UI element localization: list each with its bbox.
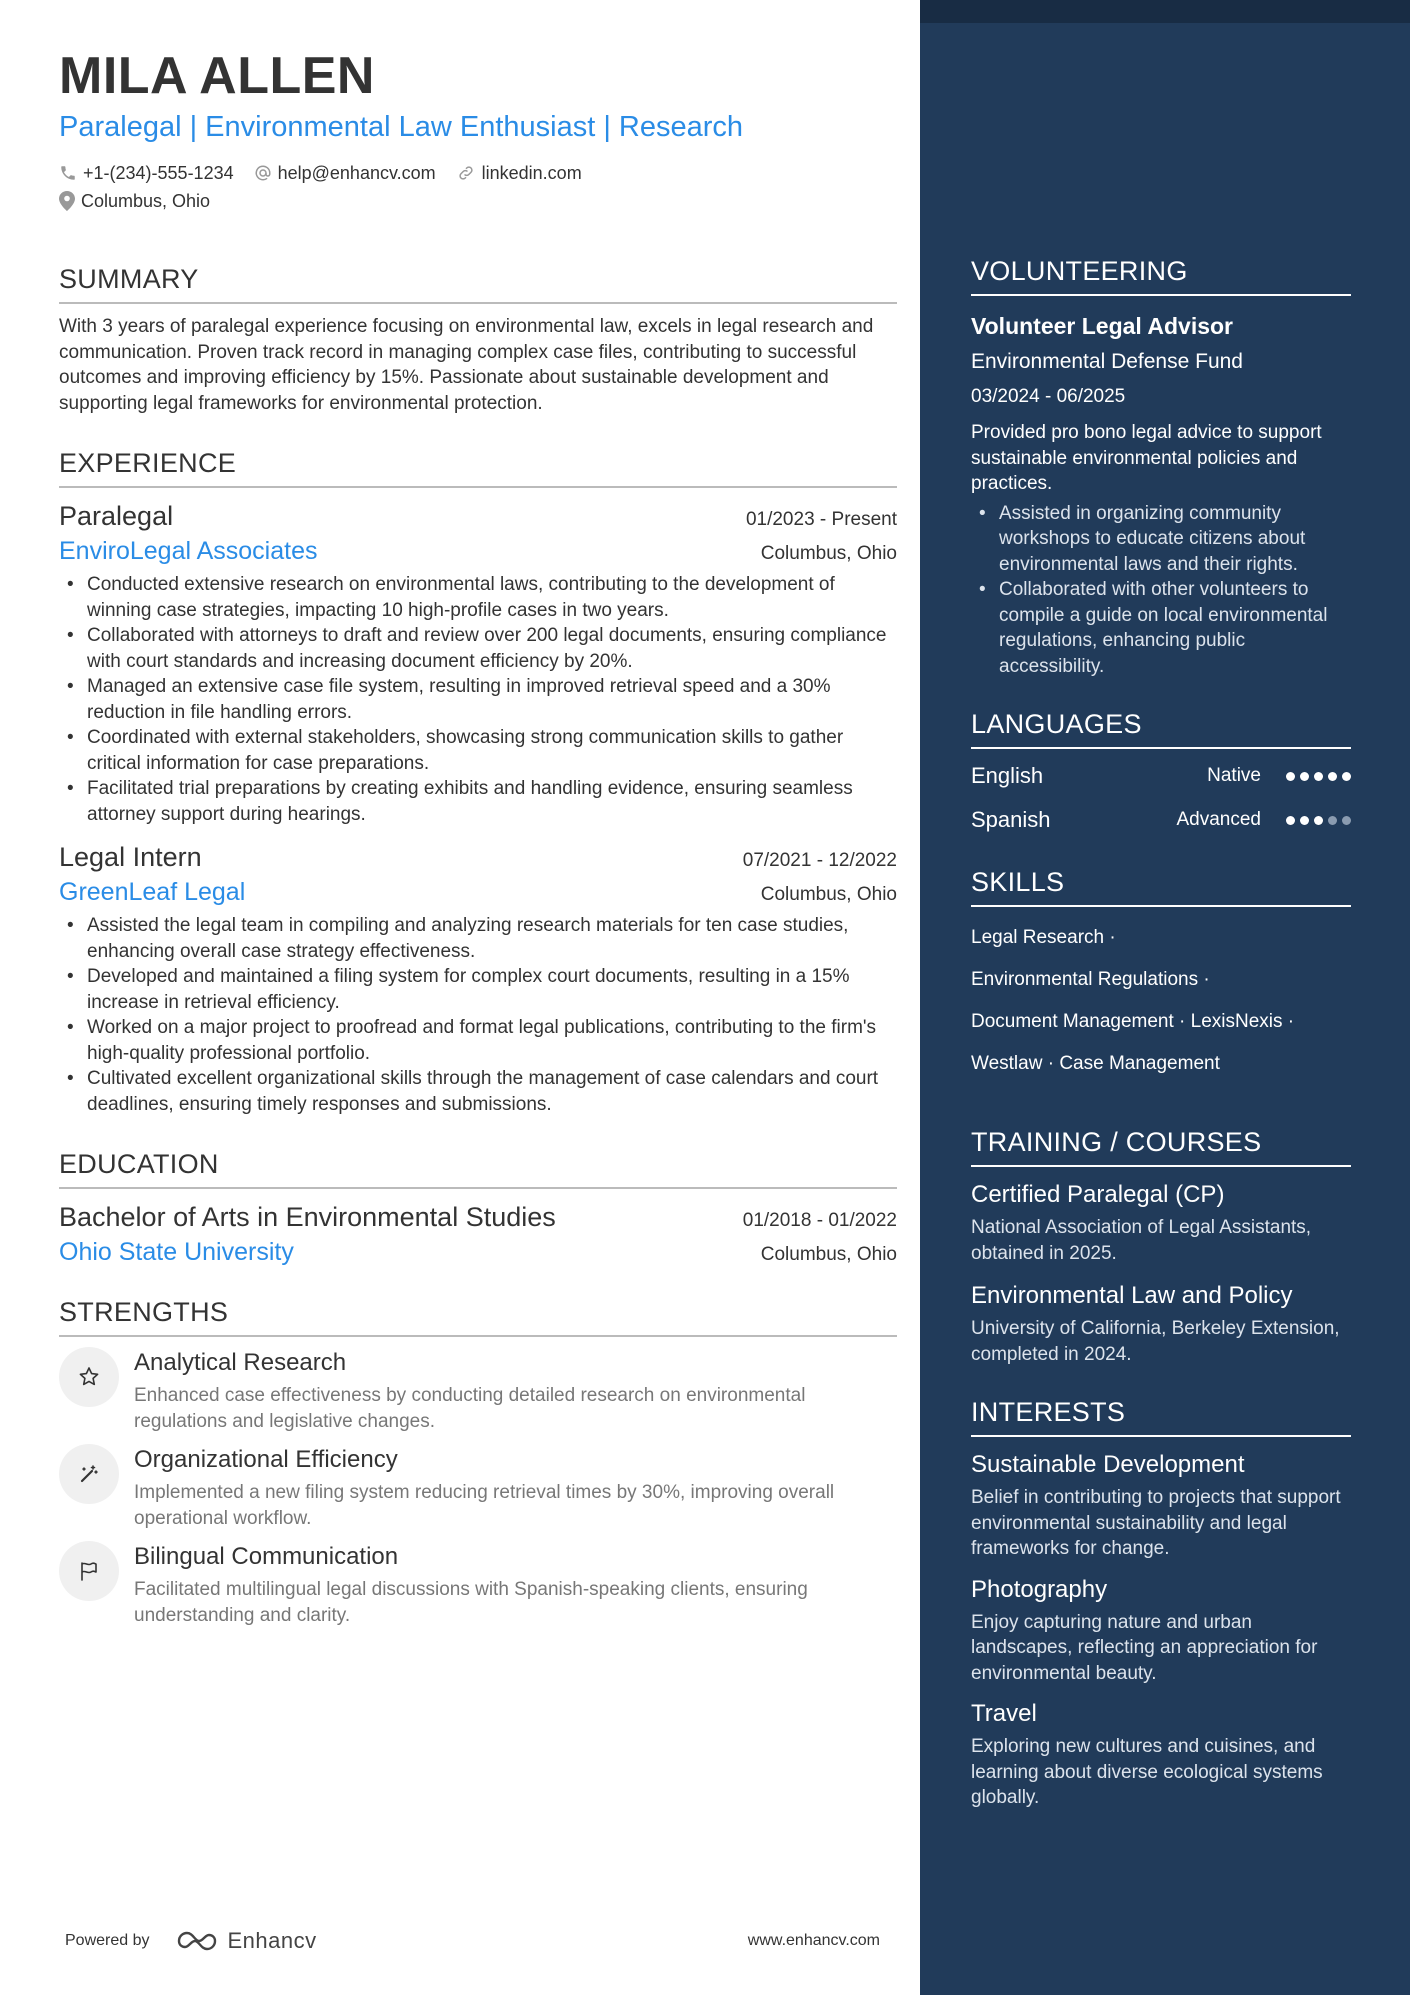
training-item-desc: National Association of Legal Assistants, obtained in 2025.	[971, 1217, 1312, 1264]
strength-item	[59, 1541, 897, 1628]
job-location: Columbus, Ohio	[760, 543, 897, 564]
training-item-desc: University of California, Berkeley Extension, completed in 2024.	[971, 1318, 1340, 1365]
strengths-title: STRENGTHS	[59, 1295, 897, 1337]
training-item-title: Certified Paralegal (CP)	[971, 1181, 1225, 1208]
at-icon	[254, 164, 272, 182]
training-item-title: Environmental Law and Policy	[971, 1282, 1293, 1309]
strength-title: Analytical Research	[134, 1349, 347, 1376]
volunteering-title: VOLUNTEERING	[971, 254, 1351, 296]
skill-line: Westlaw · Case Management	[971, 1053, 1220, 1074]
language-proficiency	[1176, 809, 1351, 831]
interest-title: Photography	[971, 1575, 1108, 1603]
strength-item	[59, 1444, 897, 1531]
volunteering-role: Volunteer Legal Advisor	[971, 313, 1233, 339]
strength-icon-wrap	[59, 1541, 119, 1601]
phone-text: +1-(234)-555-1234	[83, 163, 234, 183]
training-title: TRAINING / COURSES	[971, 1125, 1351, 1167]
education-head	[59, 1199, 897, 1235]
interest-desc: Belief in contributing to projects that support environmental sustainability and legal frameworks for change.	[971, 1487, 1341, 1559]
email-contact[interactable]	[254, 162, 436, 184]
skill-line: Environmental Regulations ·	[971, 969, 1210, 990]
volunteering-bullet: • Assisted in organizing community workshops to educate citizens about environmental laws and their rights.	[971, 501, 1351, 578]
linkedin-text: linkedin.com	[481, 163, 582, 183]
location-text: Columbus, Ohio	[81, 191, 211, 211]
job-bullet: • Worked on a major project to proofread and format legal publications, contributing to the firm's high-quality professional portfolio.	[59, 1015, 897, 1066]
location-contact	[59, 190, 210, 212]
rating-dot-filled	[1300, 816, 1309, 825]
skill-line: Document Management · LexisNexis ·	[971, 1011, 1295, 1032]
interests-section	[971, 1395, 1351, 1811]
job-entry	[59, 498, 897, 827]
strengths-section	[59, 1295, 897, 1628]
education-section	[59, 1147, 897, 1269]
phone-contact	[59, 162, 234, 184]
experience-title: EXPERIENCE	[59, 446, 897, 488]
job-bullet: • Assisted the legal team in compiling and analyzing research materials for ten case studies, enhancing overall case strategy effectiveness.	[59, 913, 897, 964]
rating-dot-filled	[1286, 772, 1295, 781]
link-icon	[456, 164, 476, 182]
job-company: EnviroLegal Associates	[59, 537, 318, 565]
strength-title: Bilingual Communication	[134, 1543, 399, 1570]
map-pin-icon	[59, 191, 75, 211]
volunteering-desc: Provided pro bono legal advice to support sustainable environmental policies and practices.	[971, 422, 1322, 494]
rating-dot-empty	[1342, 816, 1351, 825]
interest-desc: Exploring new cultures and cuisines, and learning about diverse ecological systems globally.	[971, 1736, 1323, 1808]
rating-dot-filled	[1300, 772, 1309, 781]
experience-section	[59, 446, 897, 1117]
summary-section	[59, 262, 897, 416]
strength-icon-wrap	[59, 1444, 119, 1504]
job-dates: 01/2023 - Present	[745, 509, 897, 530]
skill-line: Legal Research ·	[971, 927, 1116, 948]
strength-desc: Implemented a new filing system reducing retrieval times by 30%, improving overall operational workflow.	[134, 1482, 835, 1529]
strength-item	[59, 1347, 897, 1434]
interest-desc: Enjoy capturing nature and urban landscapes, reflecting an appreciation for environmental beauty.	[971, 1611, 1318, 1684]
job-bullets	[59, 572, 897, 827]
language-row	[971, 759, 1351, 793]
strength-body	[134, 1347, 897, 1434]
sidebar-column	[920, 0, 1410, 1995]
strength-body	[134, 1444, 897, 1531]
job-bullet: • Developed and maintained a filing system for complex court documents, resulting in a 15% increase in retrieval efficiency.	[59, 964, 897, 1015]
language-row	[971, 803, 1351, 837]
phone-icon	[59, 164, 77, 182]
job-head	[59, 498, 897, 534]
email-text: help@enhancv.com	[277, 163, 436, 183]
rating-dot-filled	[1314, 772, 1323, 781]
strength-title: Organizational Efficiency	[134, 1446, 398, 1473]
footer	[65, 1928, 880, 1954]
interests-title: INTERESTS	[971, 1395, 1351, 1437]
job-role: Paralegal	[59, 501, 174, 531]
enhancv-logo-icon	[176, 1929, 222, 1953]
job-company-row	[59, 875, 897, 909]
languages-section	[971, 707, 1351, 837]
job-bullet: • Facilitated trial preparations by creating exhibits and handling evidence, ensuring seamless attorney support during hearings.	[59, 776, 897, 827]
language-rating-dots	[1281, 772, 1351, 781]
footer-url[interactable]: www.enhancv.com	[747, 1932, 880, 1949]
job-company: GreenLeaf Legal	[59, 878, 246, 906]
strength-desc: Facilitated multilingual legal discussions with Spanish-speaking clients, ensuring understanding and clarity.	[134, 1579, 808, 1626]
job-bullets	[59, 913, 897, 1117]
job-company-row	[59, 534, 897, 568]
training-section	[971, 1125, 1351, 1367]
languages-title: LANGUAGES	[971, 707, 1351, 749]
job-head	[59, 839, 897, 875]
rating-dot-filled	[1314, 816, 1323, 825]
footer-brand[interactable]	[65, 1928, 317, 1954]
language-name: Spanish	[971, 807, 1051, 832]
location-row	[59, 190, 897, 212]
volunteering-org: Environmental Defense Fund	[971, 350, 1243, 373]
language-level: Advanced	[1176, 809, 1261, 830]
job-role: Legal Intern	[59, 842, 202, 872]
language-proficiency	[1207, 765, 1351, 787]
language-name: English	[971, 763, 1044, 788]
education-location: Columbus, Ohio	[760, 1244, 897, 1265]
job-bullet: • Coordinated with external stakeholders, showcasing strong communication skills to gather critical information for case preparations.	[59, 725, 897, 776]
job-bullet: • Collaborated with attorneys to draft and review over 200 legal documents, ensuring compliance with court standards and increasing document efficiency by 20%.	[59, 623, 897, 674]
candidate-name: MILA ALLEN	[59, 47, 375, 105]
strength-icon-wrap	[59, 1347, 119, 1407]
job-bullet: • Managed an extensive case file system, resulting in improved retrieval speed and a 30% reduction in file handling errors.	[59, 674, 897, 725]
star-icon	[77, 1365, 101, 1389]
candidate-headline: Paralegal | Environmental Law Enthusiast | Research	[59, 111, 744, 143]
strength-desc: Enhanced case effectiveness by conducting detailed research on environmental regulations and legislative changes.	[134, 1385, 806, 1432]
strength-body	[134, 1541, 897, 1628]
contact-row	[59, 162, 897, 184]
language-level: Native	[1207, 765, 1261, 786]
skills-section	[971, 865, 1351, 1085]
enhancv-wordmark: Enhancv	[227, 1928, 317, 1953]
summary-text: With 3 years of paralegal experience focusing on environmental law, excels in legal research and communication. Proven track record in managing complex case files, contributing to successful outcomes and improving efficiency by 15%. Passionate about sustainable development and supporting legal frameworks for environmental protection.	[59, 316, 874, 414]
education-school: Ohio State University	[59, 1238, 294, 1266]
summary-title: SUMMARY	[59, 262, 897, 304]
rating-dot-filled	[1328, 772, 1337, 781]
volunteering-bullet: • Collaborated with other volunteers to compile a guide on local environmental regulations, enhancing public accessibility.	[971, 577, 1351, 679]
interest-title: Travel	[971, 1700, 1037, 1727]
education-school-row	[59, 1235, 897, 1269]
linkedin-contact[interactable]	[456, 162, 582, 184]
wand-icon	[77, 1462, 101, 1486]
job-location: Columbus, Ohio	[760, 884, 897, 905]
sidebar-top-bar	[920, 0, 1410, 23]
volunteering-bullets	[971, 501, 1351, 680]
job-dates: 07/2021 - 12/2022	[742, 850, 897, 871]
education-degree: Bachelor of Arts in Environmental Studies	[59, 1202, 556, 1232]
job-bullet: • Conducted extensive research on environmental laws, contributing to the development of winning case strategies, impacting 10 high-profile cases in two years.	[59, 572, 897, 623]
language-rating-dots	[1281, 816, 1351, 825]
education-dates: 01/2018 - 01/2022	[742, 1210, 897, 1231]
powered-by-text: Powered by	[65, 1932, 150, 1949]
volunteering-section	[971, 254, 1351, 679]
interest-title: Sustainable Development	[971, 1451, 1245, 1478]
job-bullet: • Cultivated excellent organizational skills through the management of case calendars and court deadlines, ensuring timely responses and submissions.	[59, 1066, 897, 1117]
rating-dot-filled	[1342, 772, 1351, 781]
rating-dot-empty	[1328, 816, 1337, 825]
skills-title: SKILLS	[971, 865, 1351, 907]
flag-icon	[77, 1559, 101, 1583]
job-entry	[59, 839, 897, 1117]
rating-dot-filled	[1286, 816, 1295, 825]
volunteering-dates: 03/2024 - 06/2025	[971, 386, 1126, 407]
education-title: EDUCATION	[59, 1147, 897, 1189]
